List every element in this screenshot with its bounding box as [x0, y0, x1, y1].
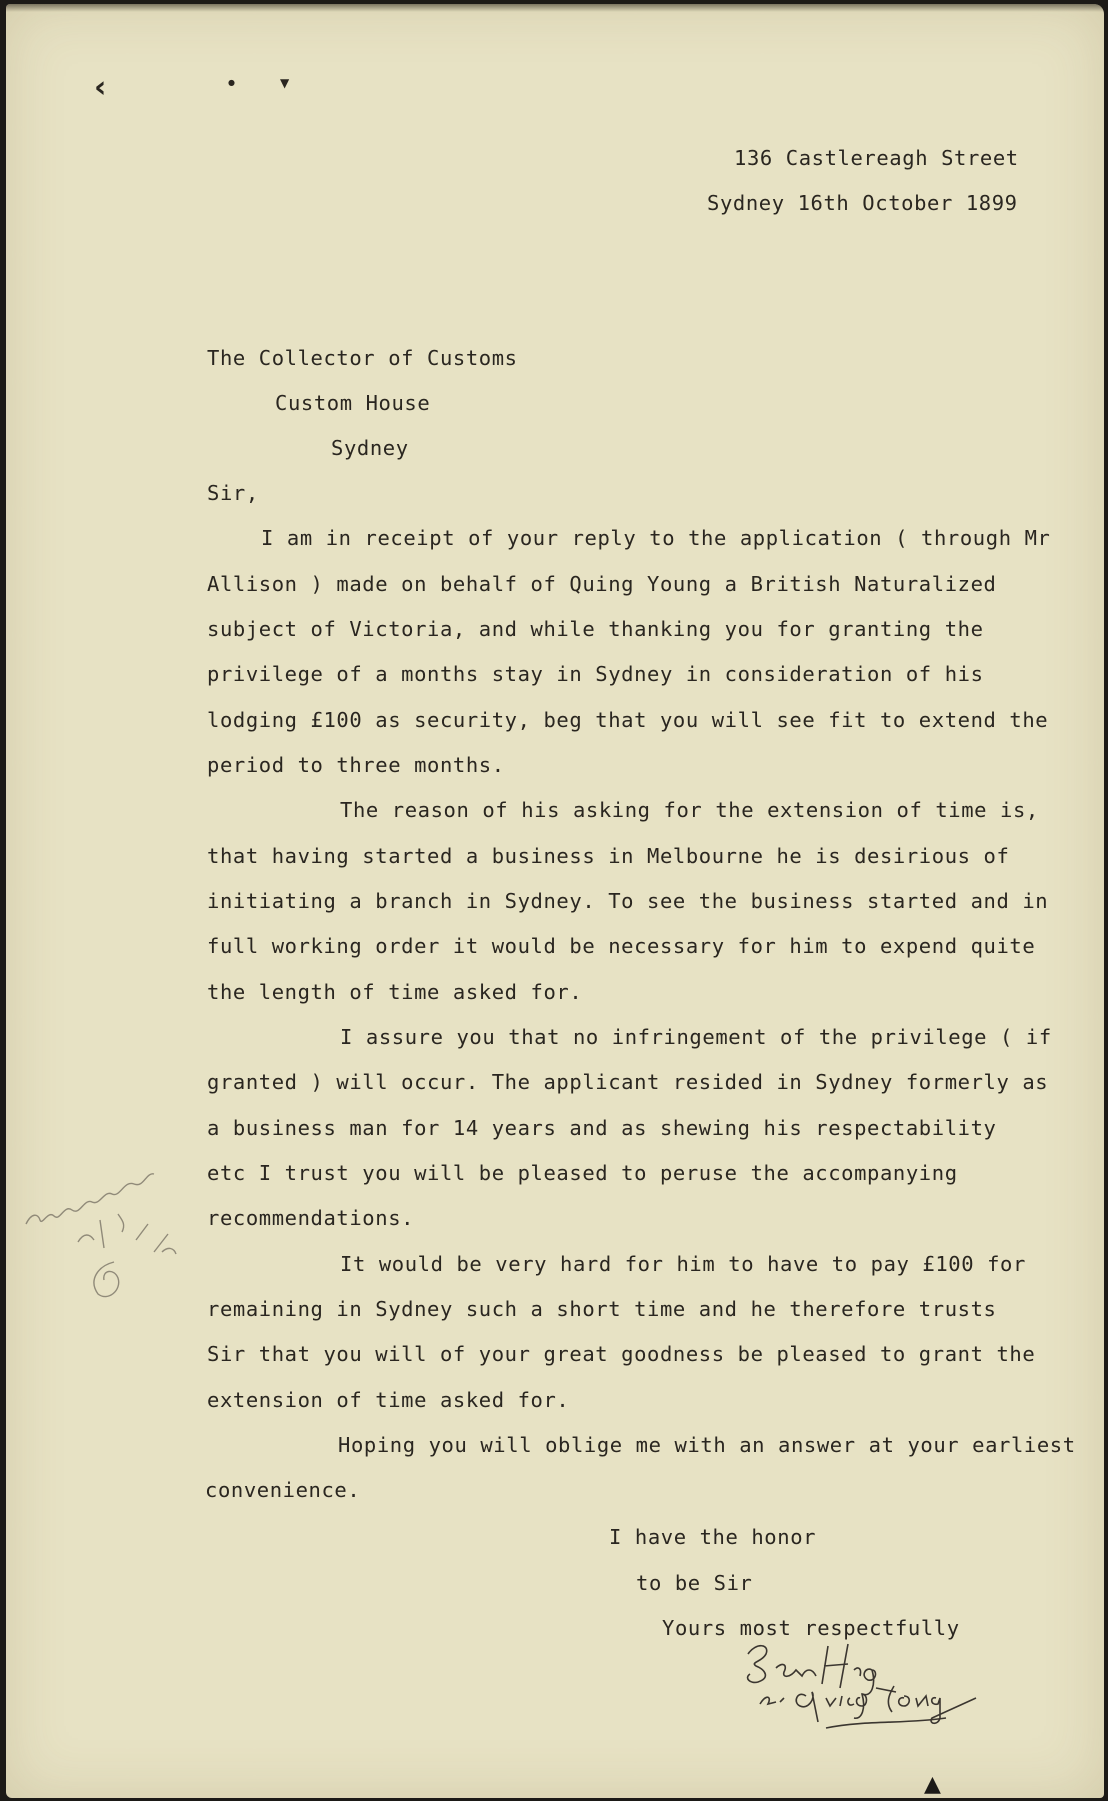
body-line: period to three months.: [207, 753, 505, 777]
body-line: Hoping you will oblige me with an answer at your earliest: [338, 1433, 1076, 1457]
body-line: subject of Victoria, and while thanking you for granting the: [207, 617, 984, 641]
body-line: recommendations.: [207, 1206, 415, 1230]
body-line: that having started a business in Melbourne he is desirious of: [207, 844, 1010, 868]
body-line: I am in receipt of your reply to the application ( through Mr: [261, 526, 1051, 550]
recipient-line-3: Sydney: [331, 436, 409, 460]
body-line: privilege of a months stay in Sydney in consideration of his: [207, 662, 984, 686]
body-line: Allison ) made on behalf of Quing Young a British Naturalized: [207, 572, 997, 596]
closing-line-2: to be Sir: [636, 1571, 753, 1595]
closing-line-3: Yours most respectfully: [662, 1616, 960, 1640]
body-line: initiating a branch in Sydney. To see the business started and in: [207, 889, 1049, 913]
body-line: convenience.: [205, 1478, 361, 1502]
body-line: I assure you that no infringement of the privilege ( if: [340, 1025, 1052, 1049]
recipient-line-2: Custom House: [275, 391, 431, 415]
letter-date: Sydney 16th October 1899: [707, 191, 1018, 215]
sender-address: 136 Castlereagh Street: [734, 146, 1019, 170]
body-line: etc I trust you will be pleased to peruse the accompanying: [207, 1161, 958, 1185]
corner-mark: ‹: [94, 70, 107, 105]
body-line: extension of time asked for.: [207, 1388, 570, 1412]
body-line: granted ) will occur. The applicant resided in Sydney formerly as: [207, 1070, 1049, 1094]
closing-line-1: I have the honor: [609, 1525, 817, 1549]
recipient-line-1: The Collector of Customs: [207, 346, 518, 370]
letter-page: [6, 4, 1104, 1798]
triangle-mark: ▼: [280, 76, 290, 90]
body-line: the length of time asked for.: [207, 980, 583, 1004]
body-line: remaining in Sydney such a short time and he therefore trusts: [207, 1297, 997, 1321]
handwritten-annotation: [18, 1154, 188, 1304]
signature: [736, 1632, 1016, 1732]
body-line: a business man for 14 years and as shewing his respectability: [207, 1116, 997, 1140]
dot-mark: ●: [228, 78, 235, 87]
salutation: Sir,: [207, 481, 259, 505]
body-line: It would be very hard for him to have to pay £100 for: [340, 1252, 1026, 1276]
body-line: The reason of his asking for the extension of time is,: [340, 798, 1039, 822]
body-line: Sir that you will of your great goodness be pleased to grant the: [207, 1342, 1036, 1366]
body-line: lodging £100 as security, beg that you will see fit to extend the: [207, 708, 1049, 732]
body-line: full working order it would be necessary for him to expend quite: [207, 934, 1036, 958]
corner-tear: ▲: [924, 1772, 941, 1797]
